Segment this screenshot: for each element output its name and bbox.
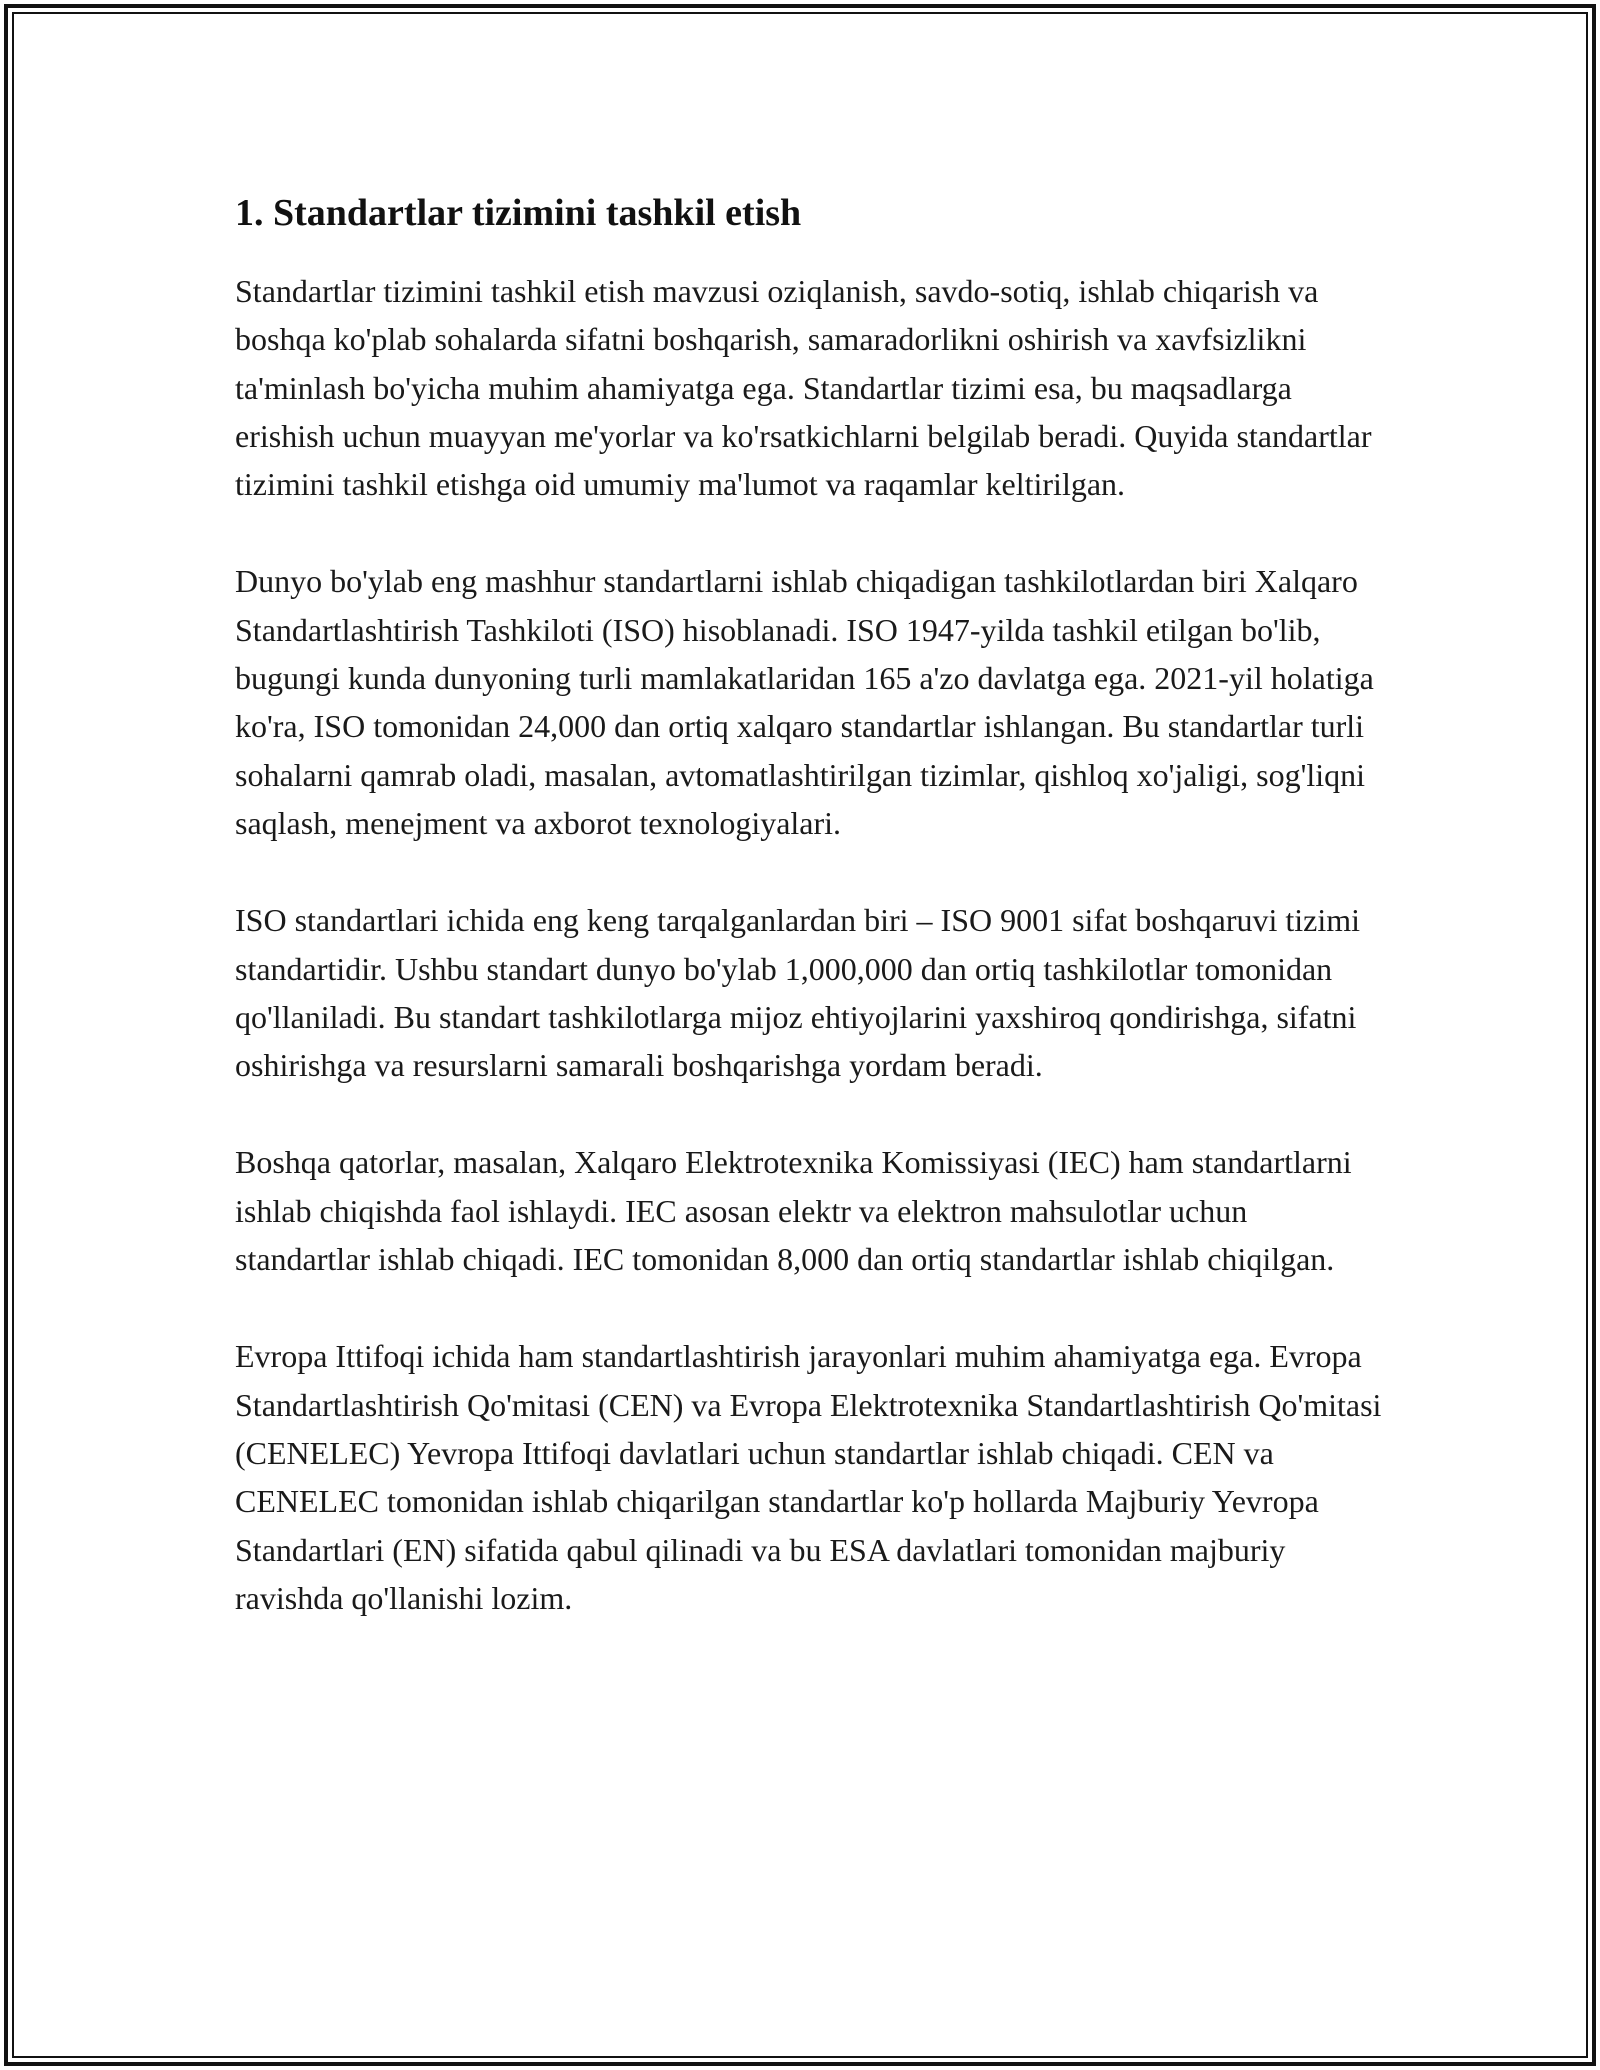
paragraph-intro: Standartlar tizimini tashkil etish mavzusi oziqlanish, savdo-sotiq, ishlab chiqarish va boshqa ko'plab sohalarda sifatni boshqarish, samaradorlikni oshirish va xavfsizlikni ta'minlash bo'yicha muhim ahamiyatga ega. Standartlar tizimi esa, bu maqsadlarga erishish uchun muayyan me'yorlar va ko'rsatkichlarni belgilab beradi. Quyida standartlar tizimini tashkil etishga oid umumiy ma'lumot va raqamlar keltirilgan. (235, 273, 1372, 503)
paragraph-iso-9001: ISO standartlari ichida eng keng tarqalganlardan biri – ISO 9001 sifat boshqaruvi tizimi standartidir. Ushbu standart dunyo bo'ylab 1,000,000 dan ortiq tashkilotlar tomonidan qo'llaniladi. Bu standart tashkilotlarga mijoz ehtiyojlarini yaxshiroq qondirishga, sifatni oshirishga va resurslarni samarali boshqarishga yordam beradi. (235, 902, 1361, 1084)
document-body (235, 185, 1385, 1671)
section-title: 1. Standartlar tizimini tashkil etish (235, 192, 802, 234)
paragraph-iso: Dunyo bo'ylab eng mashhur standartlarni ishlab chiqadigan tashkilotlardan biri Xalqaro Standartlashtirish Tashkiloti (ISO) hisoblanadi. ISO 1947-yilda tashkil etilgan bo'lib, bugungi kunda dunyoning turli mamlakatlaridan 165 a'zo davlatga ega. 2021-yil holatiga ko'ra, ISO tomonidan 24,000 dan ortiq xalqaro standartlar ishlangan. Bu standartlar turli sohalarni qamrab oladi, masalan, avtomatlashtirilgan tizimlar, qishloq xo'jaligi, sog'liqni saqlash, menejment va axborot texnologiyalari. (235, 563, 1374, 841)
paragraph-iec: Boshqa qatorlar, masalan, Xalqaro Elektrotexnika Komissiyasi (IEC) ham standartlarni ishlab chiqishda faol ishlaydi. IEC asosan elektr va elektron mahsulotlar uchun standartlar ishlab chiqadi. IEC tomonidan 8,000 dan ortiq standartlar ishlab chiqilgan. (235, 1144, 1352, 1278)
paragraph-cen-cenelec: Evropa Ittifoqi ichida ham standartlashtirish jarayonlari muhim ahamiyatga ega. Evropa Standartlashtirish Qo'mitasi (CEN) va Evropa Elektrotexnika Standartlashtirish Qo'mitasi (CENELEC) Yevropa Ittifoqi davlatlari uchun standartlar ishlab chiqadi. CEN va CENELEC tomonidan ishlab chiqarilgan standartlar ko'p hollarda Majburiy Yevropa Standartlari (EN) sifatida qabul qilinadi va bu ESA davlatlari tomonidan majburiy ravishda qo'llanishi lozim. (235, 1338, 1382, 1616)
